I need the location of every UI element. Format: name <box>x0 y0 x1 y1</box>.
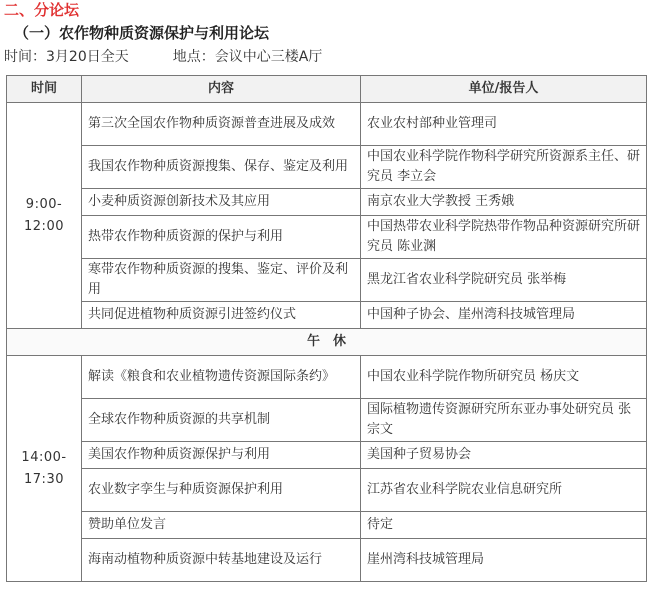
table-row <box>7 539 647 582</box>
table-row <box>7 469 647 512</box>
speaker-cell: 美国种子贸易协会 <box>361 442 647 469</box>
header-content: 内容 <box>82 76 361 103</box>
afternoon-time-cell <box>7 356 82 582</box>
lunch-break-label: 午 休 <box>7 329 647 356</box>
section-title: 二、分论坛 <box>4 1 80 19</box>
table-row <box>7 259 647 302</box>
forum-meta <box>4 46 322 68</box>
speaker-cell: 南京农业大学教授 王秀娥 <box>361 189 647 216</box>
schedule-body <box>7 103 647 582</box>
content-cell: 小麦种质资源创新技术及其应用 <box>82 189 361 216</box>
morning-time-cell <box>7 103 82 329</box>
content-cell: 我国农作物种质资源搜集、保存、鉴定及利用 <box>82 146 361 189</box>
speaker-cell: 崖州湾科技城管理局 <box>361 539 647 582</box>
content-cell: 第三次全国农作物种质资源普查进展及成效 <box>82 103 361 146</box>
forum-time: 时间：3月20日全天 <box>4 49 129 65</box>
content-cell: 热带农作物种质资源的保护与利用 <box>82 216 361 259</box>
table-row <box>7 512 647 539</box>
morning-time: 9:00-12:00 <box>24 196 64 234</box>
content-cell: 海南动植物种质资源中转基地建设及运行 <box>82 539 361 582</box>
content-cell: 美国农作物种质资源保护与利用 <box>82 442 361 469</box>
header-speaker: 单位/报告人 <box>361 76 647 103</box>
speaker-cell: 江苏省农业科学院农业信息研究所 <box>361 469 647 512</box>
afternoon-time: 14:00-17:30 <box>21 449 67 487</box>
table-row <box>7 103 647 146</box>
content-cell: 寒带农作物种质资源的搜集、鉴定、评价及利用 <box>82 259 361 302</box>
speaker-cell: 国际植物遗传资源研究所东亚办事处研究员 张宗文 <box>361 399 647 442</box>
speaker-cell: 中国热带农业科学院热带作物品种资源研究所研究员 陈业渊 <box>361 216 647 259</box>
lunch-break-row <box>7 329 647 356</box>
speaker-cell: 农业农村部种业管理司 <box>361 103 647 146</box>
speaker-cell: 中国种子协会、崖州湾科技城管理局 <box>361 302 647 329</box>
table-row <box>7 399 647 442</box>
schedule-table <box>6 75 647 582</box>
speaker-cell: 待定 <box>361 512 647 539</box>
table-row <box>7 189 647 216</box>
header-time: 时间 <box>7 76 82 103</box>
table-row <box>7 442 647 469</box>
content-cell: 解读《粮食和农业植物遗传资源国际条约》 <box>82 356 361 399</box>
forum-title: （一）农作物种质资源保护与利用论坛 <box>14 24 270 42</box>
content-cell: 赞助单位发言 <box>82 512 361 539</box>
content-cell: 全球农作物种质资源的共享机制 <box>82 399 361 442</box>
speaker-cell: 中国农业科学院作物科学研究所资源系主任、研究员 李立会 <box>361 146 647 189</box>
forum-location: 地点：会议中心三楼A厅 <box>172 49 323 65</box>
table-row <box>7 216 647 259</box>
table-row <box>7 356 647 399</box>
speaker-cell: 中国农业科学院作物所研究员 杨庆文 <box>361 356 647 399</box>
table-header-row <box>7 76 647 103</box>
table-row <box>7 302 647 329</box>
content-cell: 共同促进植物种质资源引进签约仪式 <box>82 302 361 329</box>
content-cell: 农业数字孪生与种质资源保护利用 <box>82 469 361 512</box>
speaker-cell: 黑龙江省农业科学院研究员 张举梅 <box>361 259 647 302</box>
table-row <box>7 146 647 189</box>
